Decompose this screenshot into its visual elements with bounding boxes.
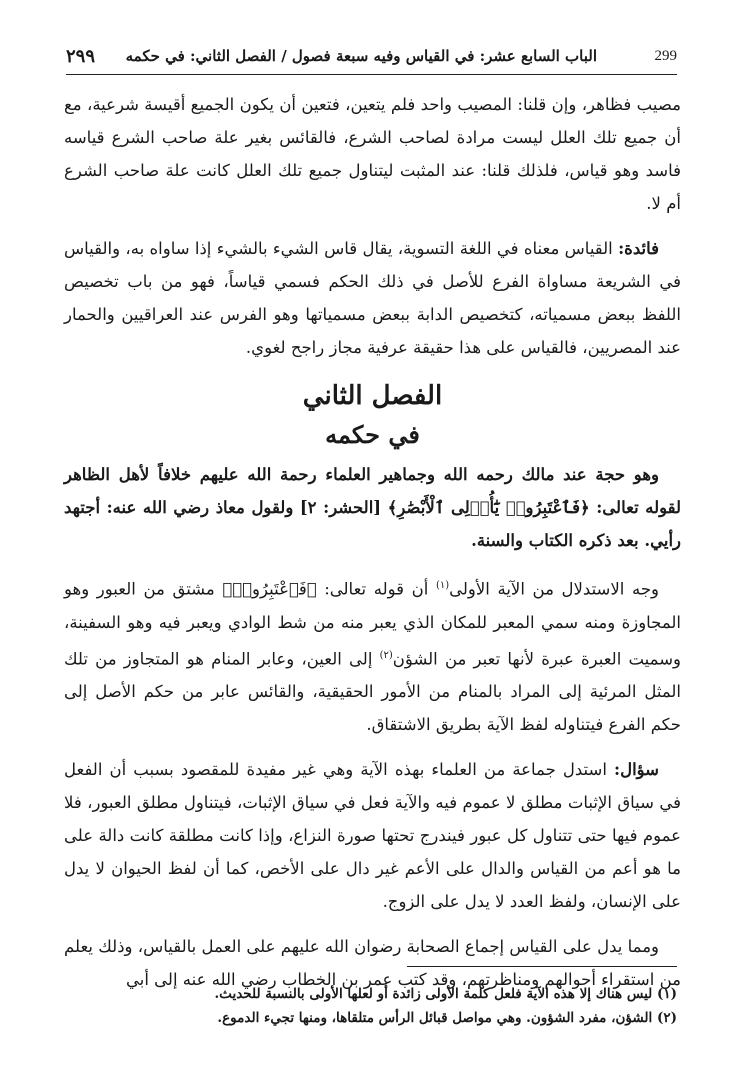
chapter-subtitle: في حكمه	[325, 420, 420, 449]
question-text: استدل جماعة من العلماء بهذه الآية وهي غير مفيدة للمقصود بسبب أن الفعل في سياق الإثبات مطلق لا عموم فيه والآية فعل في سياق الإثبات، فيتناول مطلق العبور، فلا عموم فيها حتى تتناول كل عبور فيندرج تحتها صورة النزاع، وإذا كانت مطلقة كانت دالة على ما هو أعم من القياس والدال على الأعم غير دال على الأخص، كما أن لفظ الحيوان لا يدل على الإنسان، ولفظ العدد لا يدل على الزوج.	[64, 760, 681, 911]
paragraph-note	[64, 232, 681, 364]
chapter-title: الفصل الثاني	[302, 381, 443, 411]
running-header	[66, 44, 677, 75]
page-number-latin: 299	[654, 48, 677, 64]
paragraph-question	[64, 753, 681, 918]
paragraph-consensus: ومما يدل على القياس إجماع الصحابة رضوان الله عليهم على العمل بالقياس، وذلك يعلم من استقراء أحوالهم ومناظرتهم، وقد كتب عمر بن الخطاب رضي الله عنه إلى أبي	[64, 937, 681, 989]
note-lead: فائدة:	[618, 239, 659, 258]
footnote-divider	[407, 966, 677, 967]
paragraph-continuation: مصيب فظاهر، وإن قلنا: المصيب واحد فلم يتعين، فتعين أن يكون الجميع أقيسة شرعية، مع أن جميع تلك العلل ليست مرادة لصاحب الشرع، فالقائس بغير علة صاحب الشرع قياسه فاسد وهو قياس، فلذلك قلنا: عند المثبت ليتناول جميع تلك العلل كانت علة صاحب الشرع أم لا.	[64, 95, 681, 213]
main-text	[64, 88, 681, 1008]
inference-text-c: إلى العين، وعابر المنام هو المتجاوز من تلك المثل المرئية إلى المراد بالمنام من الأمور الحقيقية، والقائس عابر من حكم الأصل إلى حكم الفرع فيتناوله لفظ الآية بطريق الاشتقاق.	[64, 649, 681, 734]
paragraph-inference	[64, 569, 681, 741]
note-text: القياس معناه في اللغة التسوية، يقال قاس الشيء بالشيء إذا ساواه به، والقياس في الشريعة مساواة الفرع للأصل في ذلك الحكم فسمي قياساً، فهو من باب تخصيص اللفظ ببعض مسمياته، كتخصيص الدابة ببعض مسمياتها وهو الفرس عند العراقيين والحمار عند المصريين، فالقياس على هذا حقيقة عرفية مجاز راجح لغوي.	[64, 239, 681, 357]
inference-text-a: وجه الاستدلال من الآية الأولى	[449, 579, 659, 599]
footnote-1: (١) ليس هناك إلا هذه الآية فلعل كلمة الأولى زائدة أو لعلها الأولى بالنسبة للحديث.	[214, 986, 677, 1002]
question-lead: سؤال:	[613, 760, 659, 779]
running-title: الباب السابع عشر: في القياس وفيه سبعة فصول / الفصل الثاني: في حكمه	[125, 47, 597, 65]
footnotes	[66, 982, 677, 1030]
footnote-ref-2: (٢)	[379, 649, 393, 661]
inference-text-b: أن قوله تعالى: ﴿فَٱعْتَبِرُوا۟﴾ مشتق من العبور وهو المجاوزة ومنه سمي المعبر للمكان الذي يعبر منه من شط الوادي ويعبر فيه وهو السفينة، وسميت العبرة عبرة لأنها تعبر من الشؤن	[64, 579, 681, 668]
footnote-ref-1: (١)	[435, 580, 450, 591]
page-number-arabic: ٢٩٩	[66, 46, 96, 67]
paragraph-ruling: وهو حجة عند مالك رحمه الله وجماهير العلماء رحمة الله عليهم خلافاً لأهل الظاهر لقوله تعالى: ﴿فَٱعْتَبِرُوا۟ يَٰٓأُو۟لِى ٱلْأَبْصَٰرِ﴾ [الحشر: ٢] ولقول معاذ رضي الله عنه: أجتهد رأيي. بعد ذكره الكتاب والسنة.	[64, 465, 681, 550]
footnote-2: (٢) الشؤن، مفرد الشؤون. وهي مواصل قبائل الرأس متلقاها، ومنها تجيء الدموع.	[217, 1010, 677, 1026]
